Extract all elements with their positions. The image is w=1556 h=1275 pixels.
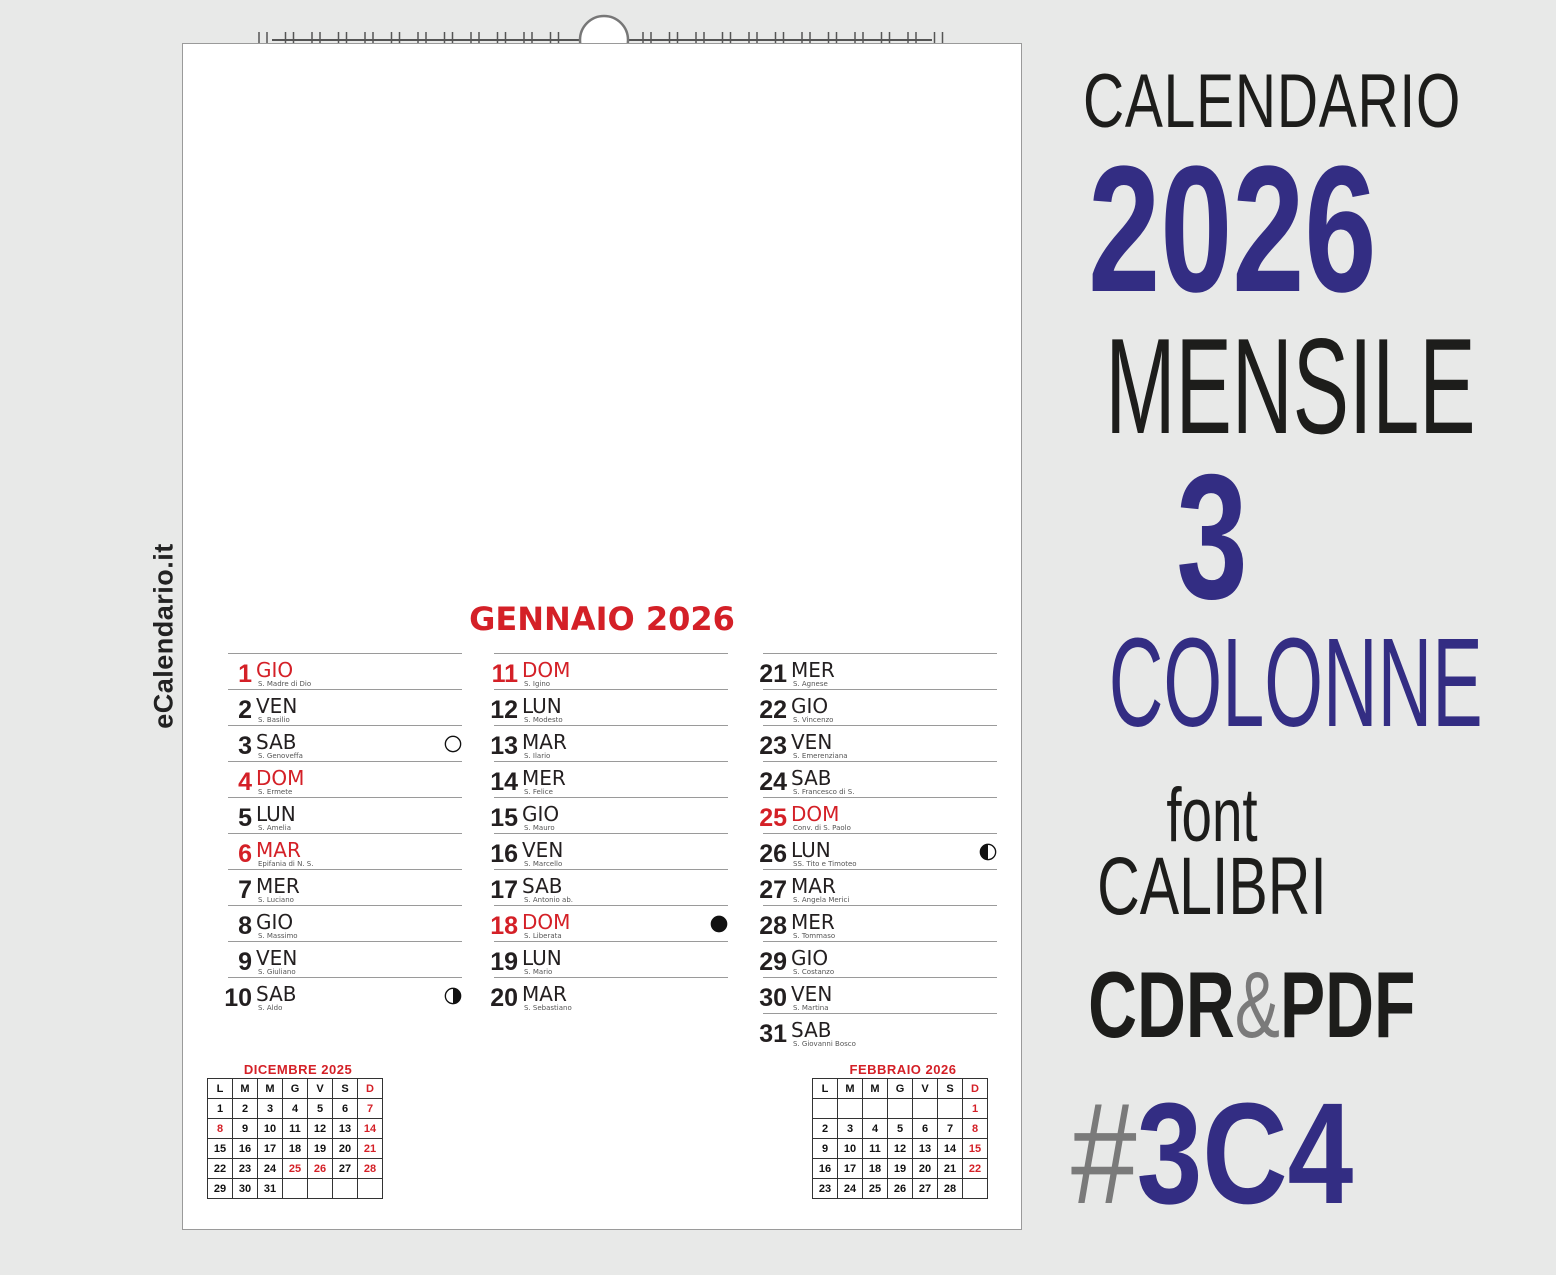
mini-day-cell: 4 bbox=[863, 1119, 888, 1139]
weekday-header: M bbox=[258, 1079, 283, 1099]
mini-day-cell: 11 bbox=[283, 1119, 308, 1139]
day-number: 5 bbox=[238, 804, 252, 832]
saint-name: S. Martina bbox=[793, 1004, 829, 1012]
mini-day-cell: 12 bbox=[888, 1139, 913, 1159]
mini-week-row bbox=[208, 1099, 383, 1119]
mini-day-cell: 23 bbox=[233, 1159, 258, 1179]
row-divider bbox=[763, 725, 997, 726]
mini-day-cell bbox=[283, 1179, 308, 1199]
day-number: 4 bbox=[238, 768, 252, 796]
mini-day-cell: 6 bbox=[913, 1119, 938, 1139]
weekday-name: MER bbox=[791, 910, 835, 934]
weekday-header: V bbox=[913, 1079, 938, 1099]
mini-day-cell: 19 bbox=[308, 1139, 333, 1159]
day-number: 20 bbox=[490, 984, 518, 1012]
mini-day-cell: 25 bbox=[283, 1159, 308, 1179]
mini-day-cell: 27 bbox=[913, 1179, 938, 1199]
row-divider bbox=[494, 833, 728, 834]
first-quarter-icon bbox=[979, 843, 997, 861]
ad-format-pdf: PDF bbox=[1279, 952, 1416, 1057]
weekday-header: S bbox=[333, 1079, 358, 1099]
day-number: 26 bbox=[759, 840, 787, 868]
day-row bbox=[727, 761, 997, 797]
mini-day-cell: 11 bbox=[863, 1139, 888, 1159]
day-column-1 bbox=[192, 653, 462, 1013]
weekday-name: SAB bbox=[791, 766, 832, 790]
day-row bbox=[458, 905, 728, 941]
mini-day-cell: 22 bbox=[208, 1159, 233, 1179]
mini-day-cell: 17 bbox=[258, 1139, 283, 1159]
saint-name: S. Amelia bbox=[258, 824, 291, 832]
mini-day-cell: 20 bbox=[913, 1159, 938, 1179]
ad-product-code bbox=[1070, 1073, 1354, 1234]
mini-day-cell: 10 bbox=[838, 1139, 863, 1159]
mini-day-cell: 28 bbox=[938, 1179, 963, 1199]
saint-name: S. Ermete bbox=[258, 788, 293, 796]
mini-day-cell bbox=[838, 1099, 863, 1119]
day-number: 12 bbox=[490, 696, 518, 724]
day-number: 14 bbox=[490, 768, 518, 796]
mini-day-cell: 12 bbox=[308, 1119, 333, 1139]
day-number: 19 bbox=[490, 948, 518, 976]
weekday-name: SAB bbox=[256, 982, 297, 1006]
mini-day-cell: 9 bbox=[813, 1139, 838, 1159]
mini-day-cell: 18 bbox=[283, 1139, 308, 1159]
day-number: 29 bbox=[759, 948, 787, 976]
mini-day-cell: 21 bbox=[938, 1159, 963, 1179]
mini-day-cell: 30 bbox=[233, 1179, 258, 1199]
saint-name: S. Luciano bbox=[258, 896, 294, 904]
day-number: 23 bbox=[759, 732, 787, 760]
ad-heading-mensile: MENSILE bbox=[1105, 310, 1476, 462]
row-divider bbox=[228, 653, 462, 654]
weekday-name: MER bbox=[256, 874, 300, 898]
saint-name: S. Antonio ab. bbox=[524, 896, 573, 904]
day-number: 24 bbox=[759, 768, 787, 796]
mini-day-cell: 6 bbox=[333, 1099, 358, 1119]
mini-day-cell: 28 bbox=[358, 1159, 383, 1179]
mini-day-cell bbox=[333, 1179, 358, 1199]
mini-day-cell: 1 bbox=[963, 1099, 988, 1119]
saint-name: S. Mario bbox=[524, 968, 553, 976]
saint-name: Conv. di S. Paolo bbox=[793, 824, 851, 832]
day-row bbox=[192, 761, 462, 797]
mini-day-cell: 3 bbox=[258, 1099, 283, 1119]
mini-day-cell: 2 bbox=[233, 1099, 258, 1119]
row-divider bbox=[228, 725, 462, 726]
saint-name: S. Emerenziana bbox=[793, 752, 848, 760]
day-number: 30 bbox=[759, 984, 787, 1012]
mini-day-cell: 8 bbox=[208, 1119, 233, 1139]
ad-format-amp: & bbox=[1234, 952, 1280, 1057]
mini-week-row bbox=[813, 1139, 988, 1159]
day-number: 11 bbox=[491, 660, 518, 688]
ad-year: 2026 bbox=[1088, 129, 1377, 330]
saint-name: S. Aldo bbox=[258, 1004, 283, 1012]
mini-header-row bbox=[813, 1079, 988, 1099]
mini-calendar-title: DICEMBRE 2025 bbox=[243, 1062, 353, 1077]
ad-heading-colonne: COLONNE bbox=[1108, 612, 1483, 753]
mini-week-row bbox=[208, 1179, 383, 1199]
mini-day-cell: 27 bbox=[333, 1159, 358, 1179]
mini-calendar-title: FEBBRAIO 2026 bbox=[849, 1062, 957, 1077]
day-row bbox=[727, 977, 997, 1013]
row-divider bbox=[763, 1013, 997, 1014]
saint-name: S. Francesco di S. bbox=[793, 788, 855, 796]
weekday-name: MAR bbox=[522, 730, 567, 754]
mini-day-cell: 26 bbox=[888, 1179, 913, 1199]
saint-name: S. Madre di Dio bbox=[258, 680, 312, 688]
mini-day-cell: 7 bbox=[358, 1099, 383, 1119]
mini-day-cell: 20 bbox=[333, 1139, 358, 1159]
saint-name: S. Giuliano bbox=[258, 968, 296, 976]
weekday-header: D bbox=[963, 1079, 988, 1099]
day-row bbox=[192, 689, 462, 725]
day-number: 25 bbox=[759, 804, 787, 832]
day-row bbox=[727, 1013, 997, 1049]
weekday-name: VEN bbox=[256, 694, 298, 718]
weekday-name: MAR bbox=[256, 838, 301, 862]
day-number: 15 bbox=[490, 804, 518, 832]
weekday-name: GIO bbox=[256, 658, 294, 682]
row-divider bbox=[228, 689, 462, 690]
row-divider bbox=[494, 689, 728, 690]
weekday-header: L bbox=[208, 1079, 233, 1099]
mini-day-cell: 1 bbox=[208, 1099, 233, 1119]
row-divider bbox=[228, 797, 462, 798]
day-row bbox=[458, 941, 728, 977]
row-divider bbox=[228, 833, 462, 834]
saint-name: S. Marcello bbox=[524, 860, 563, 868]
row-divider bbox=[763, 653, 997, 654]
mini-header-row bbox=[208, 1079, 383, 1099]
mini-day-cell: 17 bbox=[838, 1159, 863, 1179]
mini-day-cell bbox=[963, 1179, 988, 1199]
mini-day-cell: 8 bbox=[963, 1119, 988, 1139]
saint-name: SS. Tito e Timoteo bbox=[793, 860, 857, 868]
weekday-name: VEN bbox=[522, 838, 564, 862]
mini-day-cell: 18 bbox=[863, 1159, 888, 1179]
weekday-header: V bbox=[308, 1079, 333, 1099]
day-row bbox=[727, 941, 997, 977]
mini-calendar-grid bbox=[207, 1078, 383, 1199]
weekday-name: GIO bbox=[522, 802, 560, 826]
day-row bbox=[192, 869, 462, 905]
mini-day-cell: 13 bbox=[913, 1139, 938, 1159]
weekday-header: L bbox=[813, 1079, 838, 1099]
mini-day-cell: 26 bbox=[308, 1159, 333, 1179]
mini-day-cell: 29 bbox=[208, 1179, 233, 1199]
month-title: GENNAIO 2026 bbox=[469, 600, 735, 638]
day-number: 22 bbox=[759, 696, 787, 724]
mini-week-row bbox=[813, 1159, 988, 1179]
row-divider bbox=[494, 761, 728, 762]
row-divider bbox=[494, 797, 728, 798]
weekday-name: GIO bbox=[791, 694, 829, 718]
saint-name: S. Angela Merici bbox=[793, 896, 850, 904]
day-row bbox=[458, 761, 728, 797]
day-number: 13 bbox=[490, 732, 518, 760]
mini-day-cell: 24 bbox=[258, 1159, 283, 1179]
mini-day-cell: 21 bbox=[358, 1139, 383, 1159]
day-row bbox=[458, 833, 728, 869]
weekday-name: GIO bbox=[791, 946, 829, 970]
saint-name: S. Felice bbox=[524, 788, 553, 796]
row-divider bbox=[494, 977, 728, 978]
weekday-name: VEN bbox=[256, 946, 298, 970]
mini-day-cell bbox=[888, 1099, 913, 1119]
row-divider bbox=[228, 869, 462, 870]
weekday-name: LUN bbox=[522, 694, 562, 718]
day-row bbox=[727, 869, 997, 905]
saint-name: S. Ilario bbox=[524, 752, 551, 760]
weekday-name: MER bbox=[522, 766, 566, 790]
ad-code-value: 3C4 bbox=[1136, 1073, 1354, 1234]
mini-calendar-grid bbox=[812, 1078, 988, 1199]
day-number: 31 bbox=[759, 1020, 787, 1048]
mini-day-cell bbox=[863, 1099, 888, 1119]
saint-name: S. Liberata bbox=[524, 932, 562, 940]
day-row bbox=[727, 833, 997, 869]
row-divider bbox=[763, 905, 997, 906]
weekday-name: LUN bbox=[522, 946, 562, 970]
saint-name: Epifania di N. S. bbox=[258, 860, 314, 868]
day-number: 7 bbox=[238, 876, 252, 904]
day-row bbox=[192, 797, 462, 833]
mini-week-row bbox=[208, 1139, 383, 1159]
row-divider bbox=[763, 761, 997, 762]
day-row bbox=[192, 725, 462, 761]
weekday-header: D bbox=[358, 1079, 383, 1099]
mini-day-cell bbox=[308, 1179, 333, 1199]
day-row bbox=[458, 869, 728, 905]
weekday-name: MAR bbox=[522, 982, 567, 1006]
day-row bbox=[192, 905, 462, 941]
weekday-name: SAB bbox=[256, 730, 297, 754]
day-row bbox=[727, 797, 997, 833]
mini-week-row bbox=[813, 1119, 988, 1139]
weekday-header: G bbox=[283, 1079, 308, 1099]
day-row bbox=[192, 833, 462, 869]
row-divider bbox=[763, 941, 997, 942]
weekday-name: DOM bbox=[256, 766, 305, 790]
day-number: 16 bbox=[490, 840, 518, 868]
mini-day-cell: 23 bbox=[813, 1179, 838, 1199]
ad-code-hash: # bbox=[1070, 1073, 1137, 1234]
day-row bbox=[727, 689, 997, 725]
day-row bbox=[192, 977, 462, 1013]
weekday-name: DOM bbox=[522, 910, 571, 934]
saint-name: S. Giovanni Bosco bbox=[793, 1040, 856, 1048]
ad-heading-calendario: CALENDARIO bbox=[1083, 59, 1462, 144]
brand-label: eCalendario.it bbox=[148, 543, 179, 729]
row-divider bbox=[763, 797, 997, 798]
mini-day-cell: 10 bbox=[258, 1119, 283, 1139]
saint-name: S. Genoveffa bbox=[258, 752, 303, 760]
day-number: 3 bbox=[238, 732, 252, 760]
day-number: 17 bbox=[490, 876, 518, 904]
mini-day-cell: 19 bbox=[888, 1159, 913, 1179]
mini-day-cell: 3 bbox=[838, 1119, 863, 1139]
day-number: 2 bbox=[238, 696, 252, 724]
row-divider bbox=[763, 689, 997, 690]
ad-format-cdr: CDR bbox=[1088, 952, 1235, 1057]
weekday-name: VEN bbox=[791, 730, 833, 754]
ad-formats bbox=[1088, 952, 1416, 1057]
saint-name: S. Massimo bbox=[258, 932, 298, 940]
row-divider bbox=[494, 869, 728, 870]
mini-day-cell bbox=[358, 1179, 383, 1199]
mini-day-cell: 9 bbox=[233, 1119, 258, 1139]
ad-font-name: CALIBRI bbox=[1097, 841, 1327, 932]
saint-name: S. Vincenzo bbox=[793, 716, 834, 724]
mini-day-cell: 15 bbox=[963, 1139, 988, 1159]
row-divider bbox=[228, 977, 462, 978]
weekday-header: M bbox=[863, 1079, 888, 1099]
day-number: 1 bbox=[238, 660, 252, 688]
row-divider bbox=[228, 761, 462, 762]
day-row bbox=[192, 941, 462, 977]
row-divider bbox=[494, 725, 728, 726]
mini-week-row bbox=[208, 1119, 383, 1139]
mini-day-cell: 14 bbox=[938, 1139, 963, 1159]
mini-day-cell: 5 bbox=[308, 1099, 333, 1119]
mini-day-cell: 2 bbox=[813, 1119, 838, 1139]
saint-name: S. Sebastiano bbox=[524, 1004, 572, 1012]
new-moon-icon bbox=[710, 915, 728, 933]
row-divider bbox=[763, 833, 997, 834]
weekday-name: MAR bbox=[791, 874, 836, 898]
day-row bbox=[727, 905, 997, 941]
ad-font-label: font bbox=[1166, 773, 1258, 858]
row-divider bbox=[228, 905, 462, 906]
saint-name: S. Costanzo bbox=[793, 968, 835, 976]
day-number: 18 bbox=[490, 912, 518, 940]
saint-name: S. Tommaso bbox=[793, 932, 836, 940]
mini-day-cell: 13 bbox=[333, 1119, 358, 1139]
row-divider bbox=[228, 941, 462, 942]
day-column-3 bbox=[727, 653, 997, 1049]
day-row bbox=[458, 797, 728, 833]
day-row bbox=[192, 653, 462, 689]
mini-week-row bbox=[208, 1159, 383, 1179]
row-divider bbox=[494, 941, 728, 942]
saint-name: S. Basilio bbox=[258, 716, 290, 724]
day-row bbox=[458, 977, 728, 1013]
day-number: 8 bbox=[238, 912, 252, 940]
day-row bbox=[458, 689, 728, 725]
day-row bbox=[458, 653, 728, 689]
day-number: 27 bbox=[759, 876, 787, 904]
saint-name: S. Agnese bbox=[793, 680, 828, 688]
row-divider bbox=[763, 869, 997, 870]
row-divider bbox=[494, 905, 728, 906]
saint-name: S. Igino bbox=[524, 680, 551, 688]
weekday-name: LUN bbox=[791, 838, 831, 862]
day-row bbox=[727, 725, 997, 761]
weekday-name: SAB bbox=[522, 874, 563, 898]
day-number: 9 bbox=[238, 948, 252, 976]
mini-day-cell bbox=[813, 1099, 838, 1119]
mini-day-cell: 15 bbox=[208, 1139, 233, 1159]
mini-day-cell: 4 bbox=[283, 1099, 308, 1119]
mini-day-cell: 14 bbox=[358, 1119, 383, 1139]
mini-day-cell: 7 bbox=[938, 1119, 963, 1139]
weekday-name: MER bbox=[791, 658, 835, 682]
weekday-name: DOM bbox=[522, 658, 571, 682]
row-divider bbox=[763, 977, 997, 978]
weekday-header: S bbox=[938, 1079, 963, 1099]
mini-day-cell: 22 bbox=[963, 1159, 988, 1179]
saint-name: S. Mauro bbox=[524, 824, 555, 832]
ad-column-count: 3 bbox=[1176, 437, 1248, 636]
mini-day-cell: 16 bbox=[813, 1159, 838, 1179]
saint-name: S. Modesto bbox=[524, 716, 563, 724]
mini-day-cell: 24 bbox=[838, 1179, 863, 1199]
day-row bbox=[458, 725, 728, 761]
mini-day-cell: 31 bbox=[258, 1179, 283, 1199]
day-number: 21 bbox=[759, 660, 787, 688]
row-divider bbox=[494, 653, 728, 654]
weekday-name: LUN bbox=[256, 802, 296, 826]
weekday-name: SAB bbox=[791, 1018, 832, 1042]
mini-day-cell bbox=[913, 1099, 938, 1119]
weekday-name: DOM bbox=[791, 802, 840, 826]
day-number: 10 bbox=[224, 984, 252, 1012]
day-number: 6 bbox=[238, 840, 252, 868]
weekday-name: VEN bbox=[791, 982, 833, 1006]
day-row bbox=[727, 653, 997, 689]
weekday-header: M bbox=[233, 1079, 258, 1099]
mini-week-row bbox=[813, 1179, 988, 1199]
weekday-name: GIO bbox=[256, 910, 294, 934]
mini-day-cell: 5 bbox=[888, 1119, 913, 1139]
mini-day-cell: 16 bbox=[233, 1139, 258, 1159]
weekday-header: G bbox=[888, 1079, 913, 1099]
mini-day-cell bbox=[938, 1099, 963, 1119]
day-number: 28 bbox=[759, 912, 787, 940]
day-column-2 bbox=[458, 653, 728, 1013]
weekday-header: M bbox=[838, 1079, 863, 1099]
mini-week-row bbox=[813, 1099, 988, 1119]
mini-day-cell: 25 bbox=[863, 1179, 888, 1199]
